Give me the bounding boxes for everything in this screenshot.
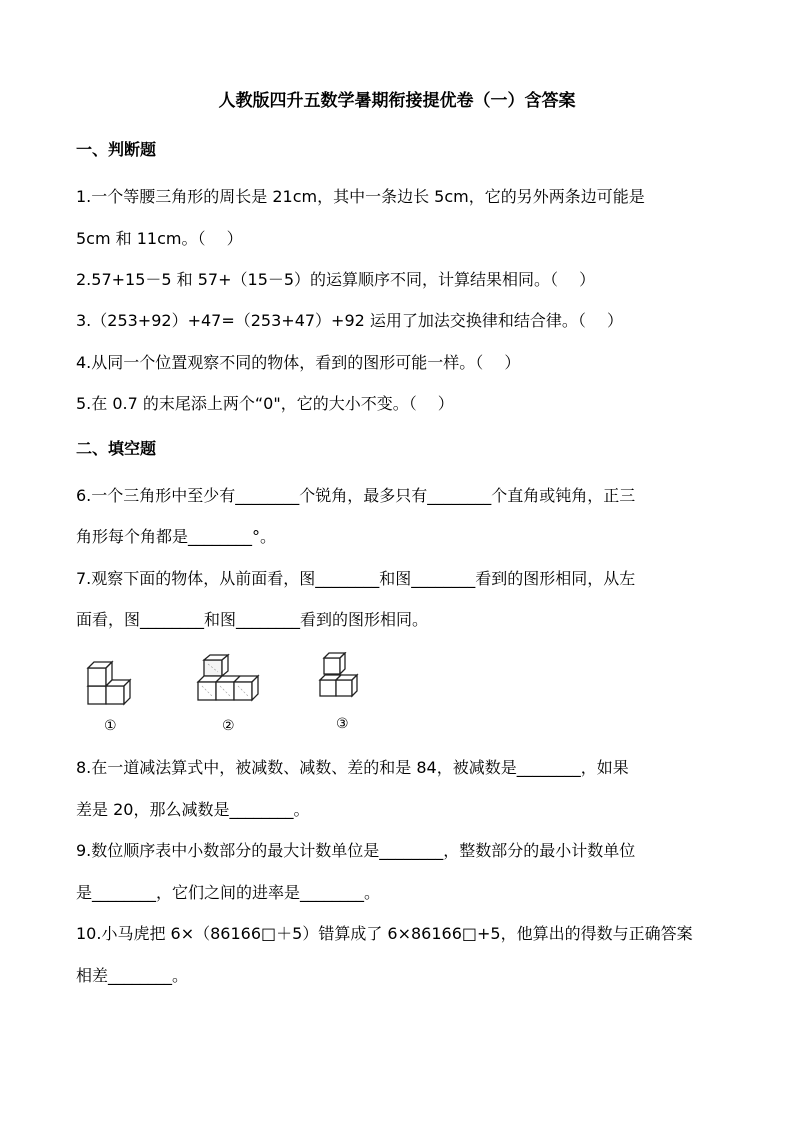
question-10-line-1: 10.小马虎把 6×（86166□＋5）错算成了 6×86166□+5，他算出的得数与正确答案 <box>76 924 693 943</box>
question-9-line-1: 9.数位顺序表中小数部分的最大计数单位是________，整数部分的最小计数单位 <box>76 841 636 860</box>
question-3: 3.（253+92）+47=（253+47）+92 运用了加法交换律和结合律。（ ） <box>76 311 623 330</box>
question-10-line-2: 相差________。 <box>76 966 189 985</box>
section-heading-fill-in: 二、填空题 <box>76 439 157 458</box>
question-6-line-1: 6.一个三角形中至少有________个锐角，最多只有________个直角或钝角，正三 <box>76 486 636 505</box>
question-6-line-2: 角形每个角都是________°。 <box>76 527 277 546</box>
cube-figure-1 <box>84 652 144 710</box>
page-title: 人教版四升五数学暑期衔接提优卷（一）含答案 <box>218 91 576 111</box>
question-1-line-1: 1.一个等腰三角形的周长是 21cm，其中一条边长 5cm，它的另外两条边可能是 <box>76 187 645 206</box>
question-9-line-2: 是________，它们之间的进率是________。 <box>76 883 381 902</box>
question-7-line-1: 7.观察下面的物体，从前面看，图________和图________看到的图形相同，从左 <box>76 569 636 588</box>
section-heading-judgement: 一、判断题 <box>76 140 157 159</box>
question-2: 2.57+15－5 和 57+（15－5）的运算顺序不同，计算结果相同。（ ） <box>76 270 596 289</box>
figure-label-1: ① <box>104 718 117 734</box>
question-4: 4.从同一个位置观察不同的物体，看到的图形可能一样。（ ） <box>76 353 521 372</box>
question-1-line-2: 5cm 和 11cm。（ ） <box>76 229 243 248</box>
cube-figure-3 <box>314 652 366 710</box>
question-5: 5.在 0.7 的末尾添上两个“0"，它的大小不变。（ ） <box>76 394 454 413</box>
figure-label-2: ② <box>222 718 235 734</box>
question-8-line-2: 差是 20，那么减数是________。 <box>76 800 310 819</box>
question-8-line-1: 8.在一道减法算式中，被减数、减数、差的和是 84，被减数是________，如果 <box>76 758 629 777</box>
figure-label-3: ③ <box>336 716 349 732</box>
question-7-line-2: 面看，图________和图________看到的图形相同。 <box>76 610 429 629</box>
cube-figure-2 <box>192 652 276 712</box>
